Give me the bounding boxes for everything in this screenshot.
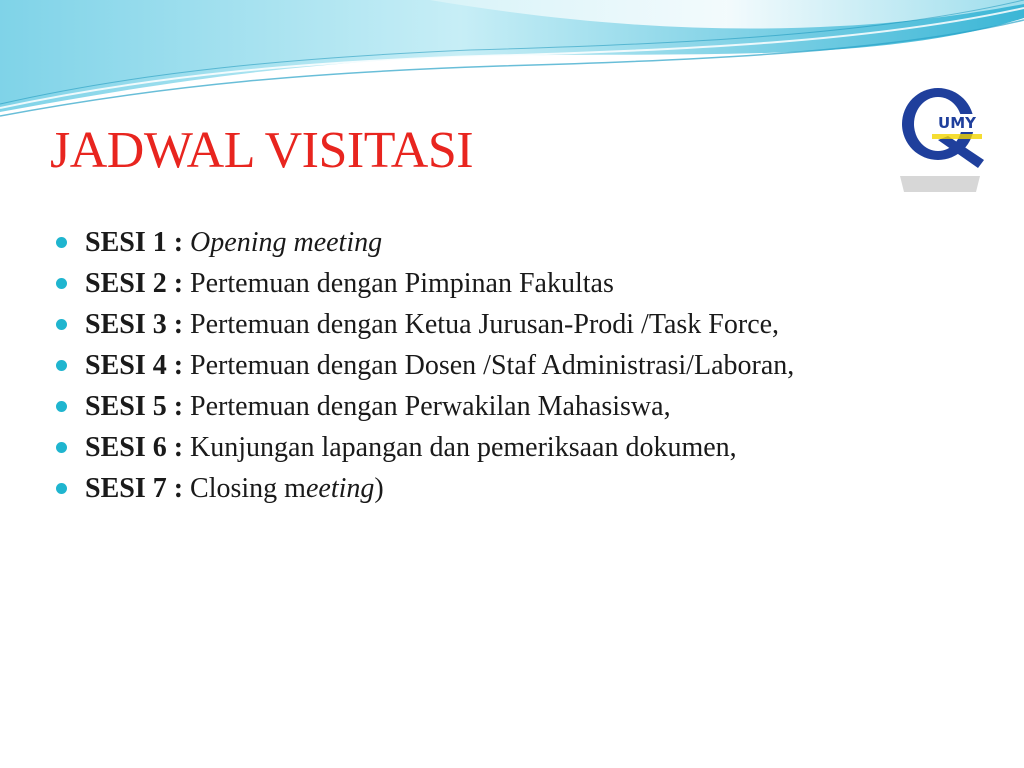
session-label: SESI 2 : [85, 267, 184, 299]
session-item-4 [56, 345, 1016, 386]
umy-q-logo [892, 84, 988, 196]
bullet-dot-icon [56, 483, 67, 494]
session-label: SESI 6 : [85, 431, 184, 463]
session-item-1 [56, 222, 1016, 263]
session-text-italic-part: eeting [305, 472, 375, 504]
session-text [190, 473, 384, 505]
bullet-dot-icon [56, 237, 67, 248]
header-wave-decoration [0, 0, 1024, 130]
session-text: Pertemuan dengan Perwakilan Mahasiswa, [190, 390, 671, 422]
bullet-dot-icon [56, 442, 67, 453]
session-label: SESI 4 : [85, 349, 184, 381]
bullet-dot-icon [56, 278, 67, 289]
bullet-dot-icon [56, 319, 67, 330]
session-text: Pertemuan dengan Ketua Jurusan-Prodi /Task Force, [190, 308, 780, 340]
slide-title: JADWAL VISITASI [50, 122, 474, 179]
session-item-5 [56, 386, 1016, 427]
session-text-closing-paren: ) [374, 472, 384, 504]
session-text-part: Closing m [190, 472, 306, 504]
session-text: Kunjungan lapangan dan pemeriksaan dokumen, [190, 431, 737, 463]
session-label: SESI 1 : [85, 226, 184, 258]
session-text: Opening meeting [190, 226, 383, 258]
bullet-dot-icon [56, 401, 67, 412]
session-item-6 [56, 427, 1016, 468]
session-item-7 [56, 468, 1016, 509]
session-label: SESI 5 : [85, 390, 184, 422]
session-text: Pertemuan dengan Pimpinan Fakultas [190, 267, 614, 299]
session-item-3 [56, 304, 1016, 345]
session-list [56, 222, 1016, 509]
bullet-dot-icon [56, 360, 67, 371]
logo-text: UMY [938, 114, 976, 132]
session-label: SESI 7 : [85, 472, 184, 504]
session-text: Pertemuan dengan Dosen /Staf Administrasi/Laboran, [190, 349, 795, 381]
session-label: SESI 3 : [85, 308, 184, 340]
session-item-2 [56, 263, 1016, 304]
